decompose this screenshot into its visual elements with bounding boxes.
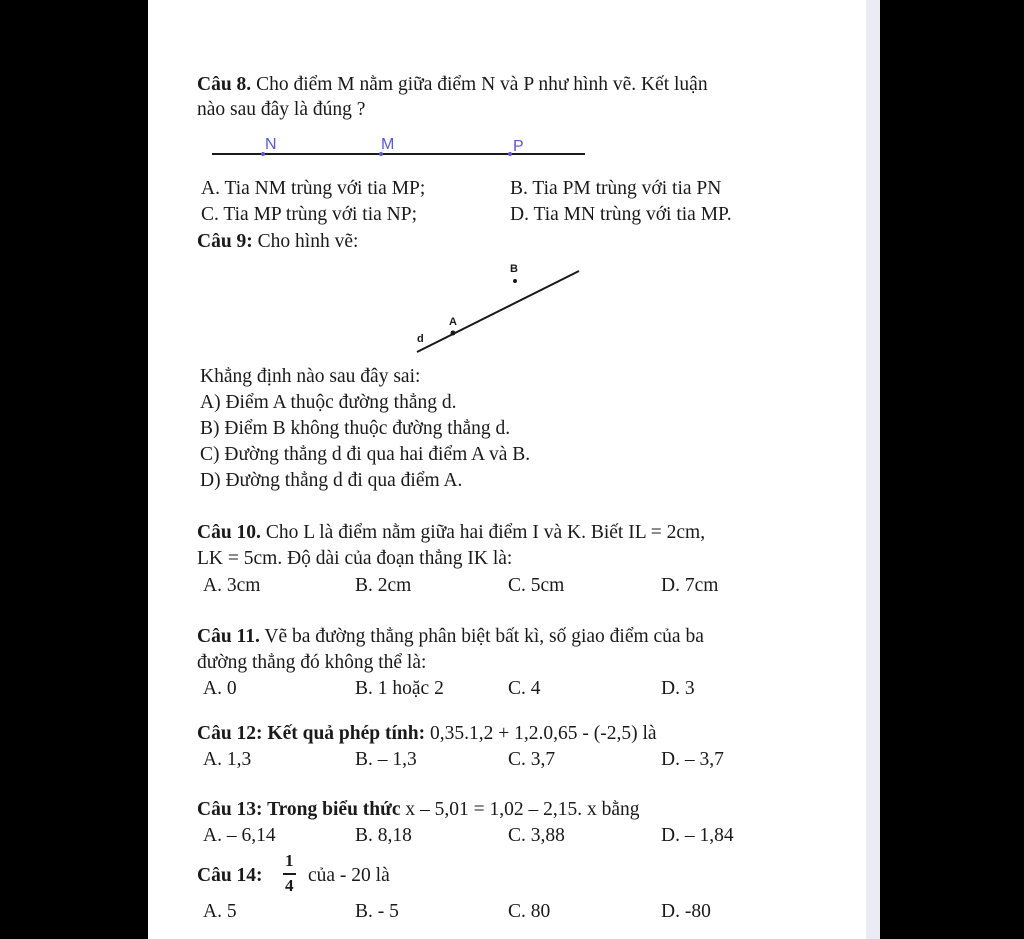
q9-prompt: Khẳng định nào sau đây sai:: [200, 366, 421, 387]
q9-option-a: A) Điểm A thuộc đường thẳng d.: [200, 392, 457, 413]
line-d: [417, 271, 579, 352]
q11-title: Câu 11.: [197, 626, 260, 647]
q14-expr: của - 20 là: [308, 865, 390, 886]
q10-line1: [197, 521, 705, 545]
q9-option-c: C) Đường thẳng d đi qua hai điểm A và B.: [200, 444, 531, 465]
q12-option-c: C. 3,7: [508, 749, 556, 770]
point-a: [451, 331, 456, 336]
q8-option-b: B. Tia PM trùng với tia PN: [510, 178, 722, 199]
q13-option-b: B. 8,18: [355, 825, 412, 846]
point-b: [513, 279, 517, 283]
q10-option-b: B. 2cm: [355, 575, 412, 596]
q14-option-a: A. 5: [203, 901, 237, 922]
q13-option-d: D. – 1,84: [661, 825, 734, 846]
q12-option-d: D. – 3,7: [661, 749, 724, 770]
q8-option-c: C. Tia MP trùng với tia NP;: [201, 204, 418, 225]
q11-text1: Vẽ ba đường thẳng phân biệt bất kì, số giao điểm của ba: [264, 626, 704, 647]
q12-option-a: A. 1,3: [203, 749, 252, 770]
q13-title: Câu 13: Trong biểu thức: [197, 799, 401, 820]
q14-fraction: [283, 851, 297, 899]
q13-option-c: C. 3,88: [508, 825, 565, 846]
q14-option-d: D. -80: [661, 901, 711, 922]
q8-line2: nào sau đây là đúng ?: [197, 99, 366, 120]
q10-option-d: D. 7cm: [661, 575, 719, 596]
q8-text1: Cho điểm M nằm giữa điểm N và P như hình vẽ. Kết luận: [256, 74, 708, 95]
label-p: P: [513, 138, 524, 155]
q11-option-b: B. 1 hoặc 2: [355, 678, 444, 699]
q12-expr: 0,35.1,2 + 1,2.0,65 - (-2,5) là: [429, 723, 657, 744]
q14-numerator: 1: [285, 851, 294, 870]
label-d: d: [417, 333, 424, 345]
q8-option-d: D. Tia MN trùng với tia MP.: [510, 204, 732, 225]
q10-option-c: C. 5cm: [508, 575, 565, 596]
q10-title: Câu 10.: [197, 522, 261, 543]
q14-option-c: C. 80: [508, 901, 551, 922]
q11-option-a: A. 0: [203, 678, 237, 699]
q13-expr: x – 5,01 = 1,02 – 2,15. x bằng: [405, 799, 640, 820]
q12-line: [197, 722, 657, 746]
q12-title: Câu 12: Kết quả phép tính:: [197, 723, 426, 744]
q11-line1: [197, 625, 704, 649]
q14-option-b: B. - 5: [355, 901, 399, 922]
q9-option-b: B) Điểm B không thuộc đường thẳng d.: [200, 418, 511, 439]
q8-title: Câu 8.: [197, 74, 252, 95]
q10-option-a: A. 3cm: [203, 575, 261, 596]
q10-line2: LK = 5cm. Độ dài của đoạn thẳng IK là:: [197, 548, 513, 569]
q11-line2: đường thẳng đó không thể là:: [197, 652, 427, 673]
q9-title: Câu 9:: [197, 231, 253, 252]
q13-option-a: A. – 6,14: [203, 825, 276, 846]
q8-option-a: A. Tia NM trùng với tia MP;: [201, 178, 426, 199]
q11-option-c: C. 4: [508, 678, 541, 699]
q13-line: [197, 798, 640, 822]
label-b: B: [510, 263, 518, 275]
q10-text1: Cho L là điểm nằm giữa hai điểm I và K. Biết IL = 2cm,: [265, 522, 706, 543]
q14-denominator: 4: [285, 876, 294, 895]
label-m: M: [381, 136, 395, 153]
q14-fraction-bar: [283, 873, 296, 875]
q12-option-b: B. – 1,3: [355, 749, 417, 770]
q11-option-d: D. 3: [661, 678, 695, 699]
q9-option-d: D) Đường thẳng d đi qua điểm A.: [200, 470, 463, 491]
label-n: N: [265, 136, 277, 153]
q14-title: Câu 14:: [197, 865, 263, 886]
label-a: A: [449, 316, 457, 328]
q9-text: Cho hình vẽ:: [257, 231, 359, 252]
